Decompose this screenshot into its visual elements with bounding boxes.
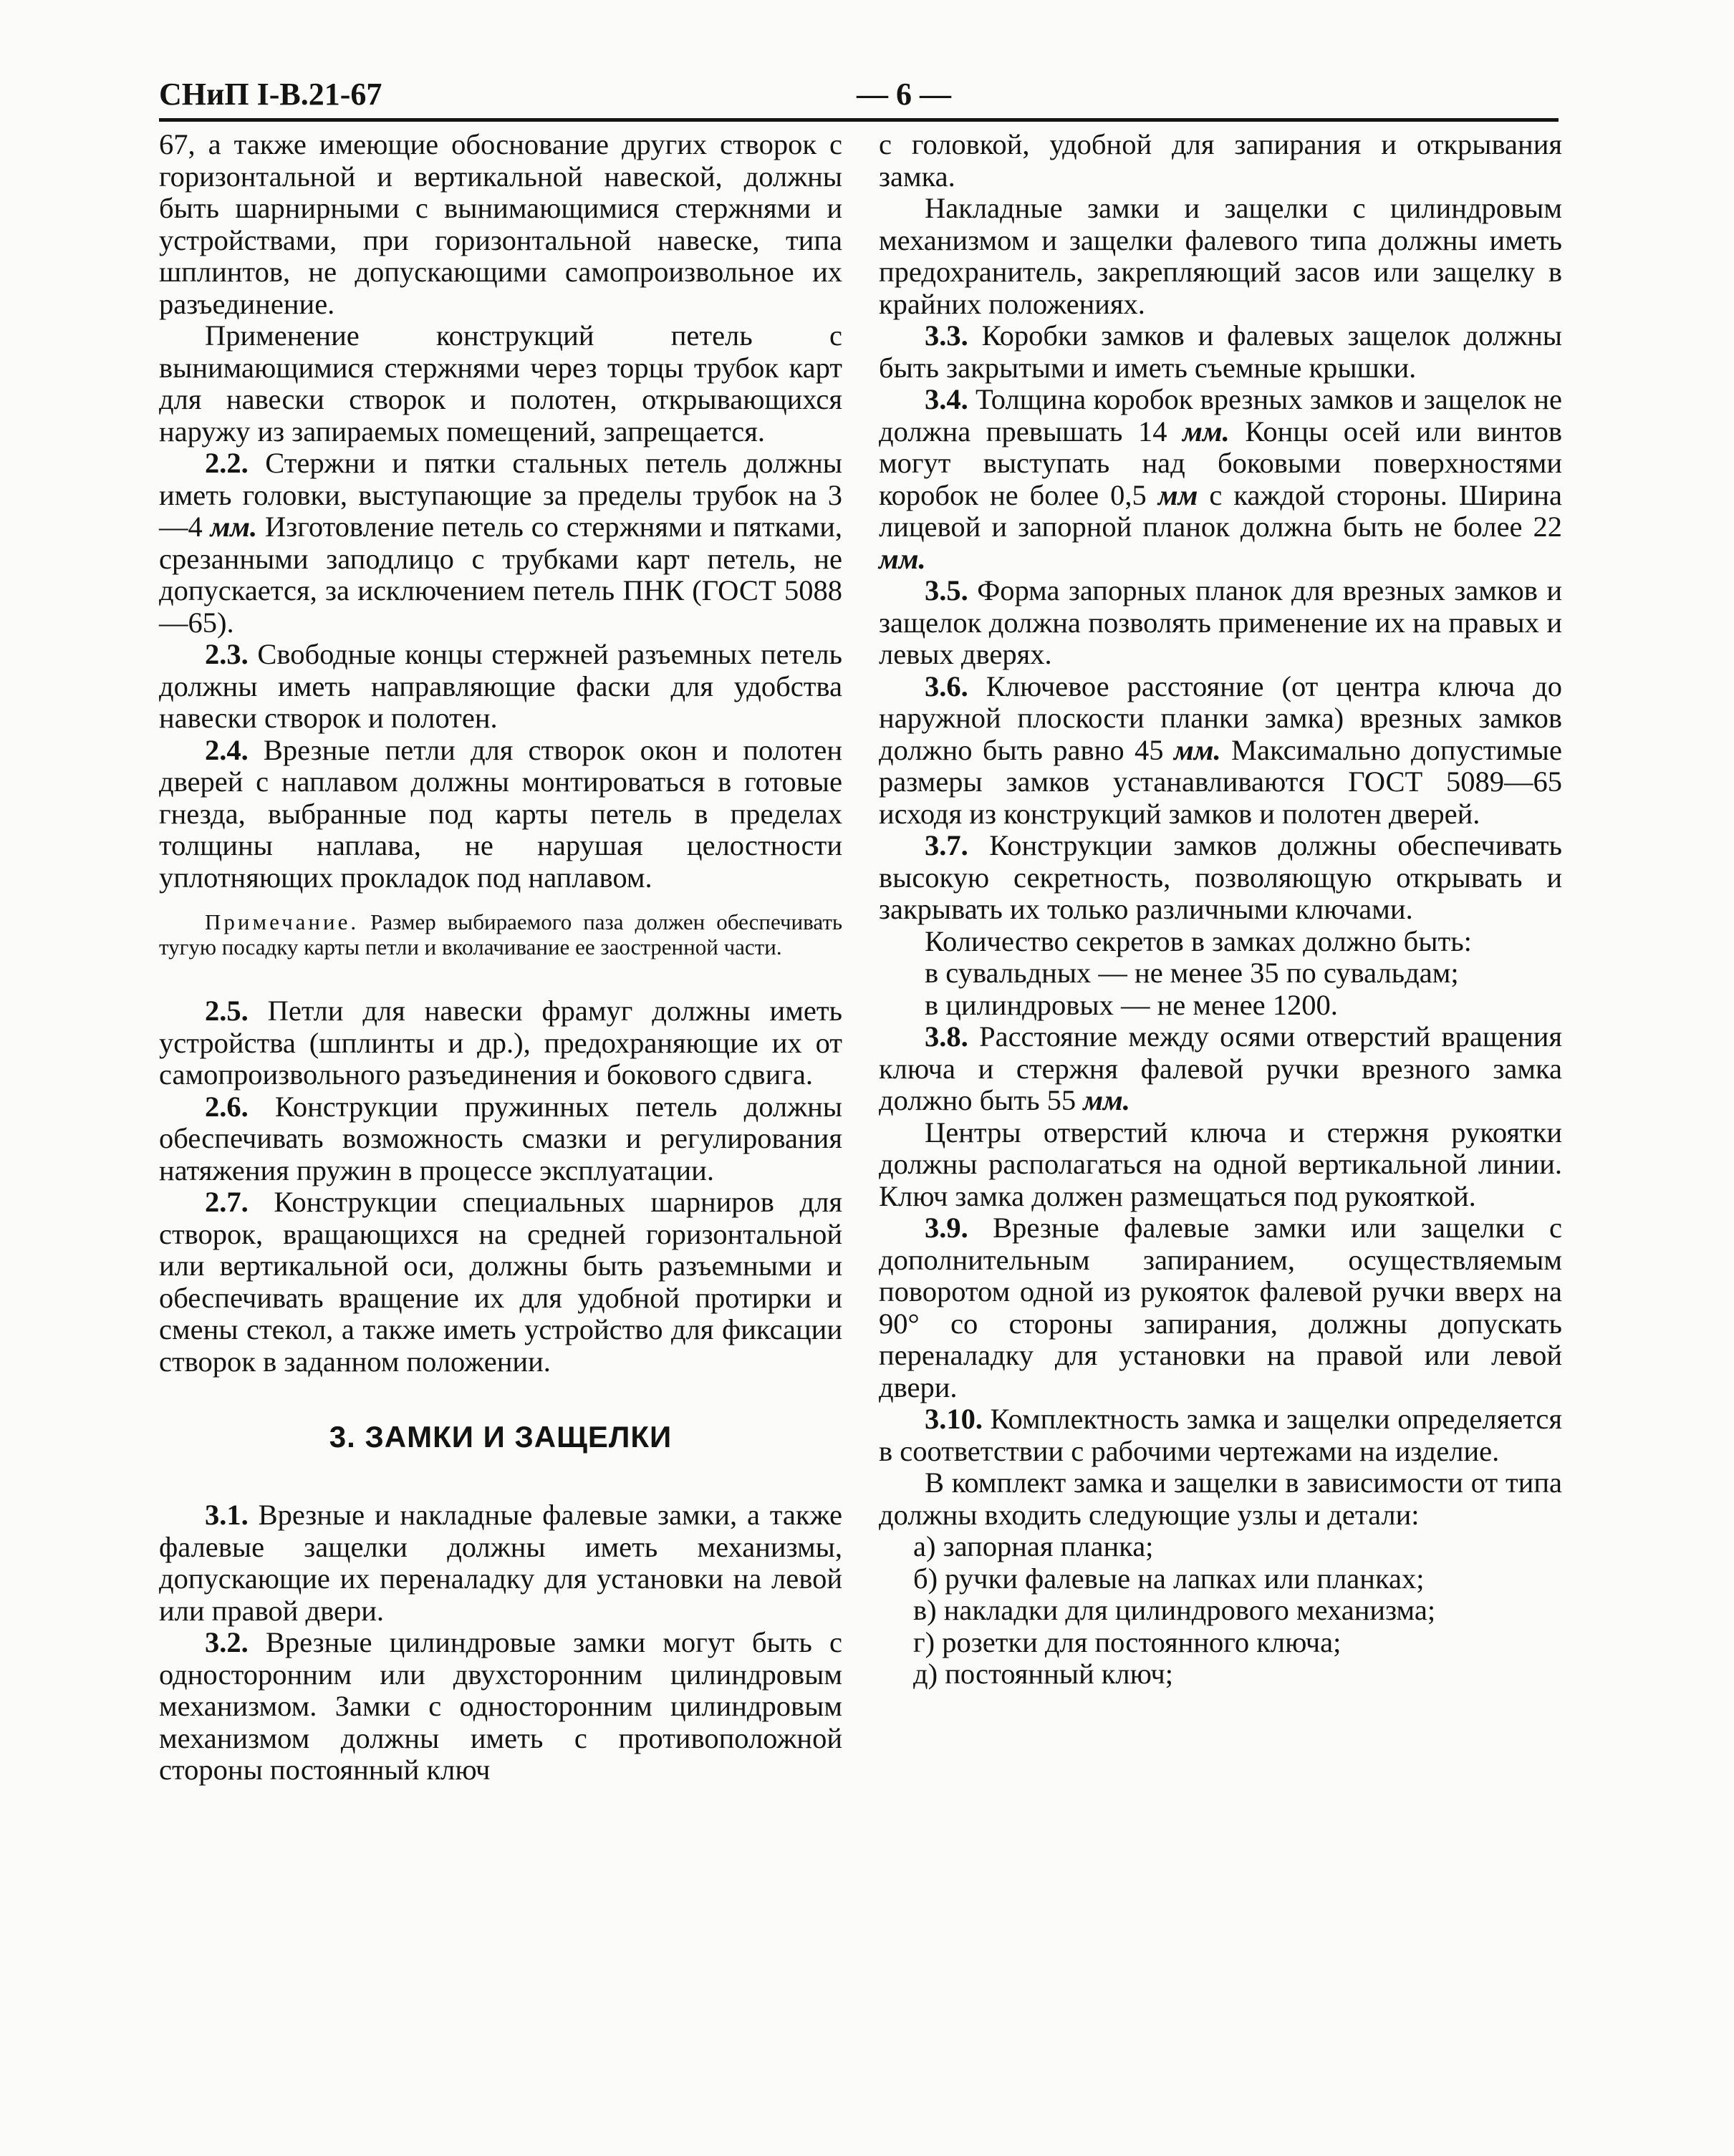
clause-number: 3.5.	[925, 574, 968, 606]
clause-text: Комплектность замка и защелки определяется в соответствии с рабочими чертежами на изделие.	[879, 1403, 1562, 1467]
clause-text: Врезные фалевые замки или защелки с дополнительным запиранием, осуществляемым поворотом одной из рукояток фалевой ручки вверх на 90° со стороны запирания, должны допускать переналадку для установки на правой или левой двери.	[879, 1212, 1562, 1403]
list-item: б) ручки фалевые на лапках или планках;	[913, 1562, 1425, 1595]
clause-2-4	[159, 735, 842, 894]
clause-text: Врезные цилиндровые замки могут быть с односторонним или двухсторонним цилиндровым механизмом. Замки с односторонним цилиндровым механизмом должны иметь с противоположной стороны постоянный ключ	[159, 1626, 842, 1786]
paragraph: в цилиндровых — не менее 1200.	[925, 988, 1338, 1021]
paragraph: в сувальдных — не менее 35 по сувальдам;	[925, 957, 1459, 989]
page-number: — 6 —	[857, 77, 951, 112]
left-column	[159, 129, 842, 1787]
clause-text: Максимально допустимые размеры замков устанавливаются ГОСТ 5089—65 исходя из конструкций замков и полотен дверей.	[879, 733, 1562, 830]
clause-number: 2.5.	[205, 995, 249, 1027]
clause-text: Коробки замков и фалевых защелок должны быть закрытыми и иметь съемные крышки.	[879, 319, 1562, 384]
unit: мм.	[879, 542, 926, 575]
clause-3-5	[879, 575, 1562, 671]
clause-number: 2.6.	[205, 1090, 249, 1123]
clause-3-3	[879, 320, 1562, 384]
clause-number: 3.7.	[925, 829, 968, 861]
header-rule	[159, 118, 1559, 122]
clause-3-1	[159, 1499, 842, 1627]
paragraph: 67, а также имеющие обоснование других створок с горизонтальной и вертикальной навеской, должны быть шарнирными с вынимающимися стержнями и устройствами, при горизонтальной навеске, типа шплинтов, не допускающими самопроизвольное их разъединение.	[159, 128, 842, 320]
list-item: а) запорная планка;	[913, 1530, 1154, 1562]
clause-text: Свободные концы стержней разъемных петель должны иметь направляющие фаски для удобства навески створок и полотен.	[159, 638, 842, 734]
clause-3-4	[879, 384, 1562, 575]
unit: мм.	[1173, 733, 1221, 766]
clause-text: Ключевое расстояние (от центра ключа до наружной плоскости планки замка) врезных замков должно быть равно 45	[879, 669, 1562, 766]
clause-text: Расстояние между осями отверстий вращения ключа и стержня фалевой ручки врезного замка должно быть 55	[879, 1020, 1562, 1116]
clause-text: Стержни и пятки стальных петель должны иметь головки, выступающие за пределы трубок на 3—4	[159, 447, 843, 543]
clause-text: Форма запорных планок для врезных замков и защелок должна позволять применение их на правых и левых дверях.	[879, 574, 1562, 670]
clause-text: Конструкции пружинных петель должны обеспечивать возможность смазки и регулирования натяжения пружин в процессе эксплуатации.	[159, 1090, 843, 1186]
clause-number: 2.3.	[205, 638, 249, 670]
clause-number: 3.1.	[205, 1499, 249, 1531]
unit: мм	[1157, 478, 1198, 511]
paragraph: Применение конструкций петель с вынимающимися стержнями через торцы трубок карт для навески створок и полотен, открывающихся наружу из запираемых помещений, запрещается.	[159, 319, 842, 448]
clause-text: Врезные петли для створок окон и полотен дверей с наплавом должны монтироваться в готовые гнезда, выбранные под карты петель в пределах толщины наплава, не нарушая целостности уплотняющих прокладок под наплавом.	[159, 733, 843, 894]
document-code: СНиП I-В.21-67	[159, 77, 382, 112]
clause-number: 3.8.	[925, 1020, 968, 1053]
paragraph: с головкой, удобной для запирания и открывания замка.	[879, 128, 1562, 193]
paragraph: Количество секретов в замках должно быть:	[925, 924, 1472, 957]
page-header	[159, 74, 1559, 119]
section-heading: 3. ЗАМКИ И ЗАЩЕЛКИ	[329, 1420, 673, 1454]
clause-3-6	[879, 671, 1562, 831]
list-item: в) накладки для цилиндрового механизма;	[913, 1594, 1436, 1626]
clause-text: Петли для навески фрамуг должны иметь устройства (шплинты и др.), предохраняющие их от самопроизвольного разъединения и бокового сдвига.	[159, 995, 842, 1091]
note-label: Примечание.	[205, 909, 360, 934]
paragraph: Накладные замки и защелки с цилиндровым механизмом и защелки фалевого типа должны иметь предохранитель, закрепляющий засов или защелку в крайних положениях.	[879, 192, 1562, 320]
clause-text: Конструкции замков должны обеспечивать высокую секретность, позволяющую открывать и закрывать их только различными ключами.	[879, 829, 1563, 925]
clause-2-6	[159, 1091, 842, 1187]
clause-3-8	[879, 1021, 1562, 1117]
paragraph: В комплект замка и защелки в зависимости от типа должны входить следующие узлы и детали:	[879, 1466, 1562, 1531]
clause-number: 3.3.	[925, 319, 968, 352]
clause-number: 3.2.	[205, 1626, 249, 1658]
note-text: Размер выбираемого паза должен обеспечивать тугую посадку карты петли и вколачивание ее заостренной части.	[159, 909, 843, 959]
right-column	[879, 129, 1562, 1691]
clause-number: 2.4.	[205, 733, 249, 766]
clause-text: Конструкции специальных шарниров для створок, вращающихся на средней горизонтальной или вертикальной оси, должны быть разъемными и обеспечивать вращение их для удобной протирки и смены стекол, а также иметь устройство для фиксации створок в заданном положении.	[159, 1186, 843, 1378]
clause-2-3	[159, 639, 842, 735]
list-item: д) постоянный ключ;	[913, 1658, 1173, 1690]
clause-text: Изготовление петель со стержнями и пятками, срезанными заподлицо с трубками карт петель, не допускается, за исключением петель ПНК (ГОСТ 5088—65).	[159, 511, 842, 639]
clause-3-9	[879, 1212, 1562, 1403]
clause-2-7	[159, 1186, 842, 1378]
clause-number: 3.6.	[925, 669, 968, 702]
clause-text: Концы осей или винтов могут выступать над боковыми поверхностями коробок не более 0,5	[879, 415, 1563, 511]
clause-2-2	[159, 448, 842, 639]
unit: мм.	[210, 511, 258, 543]
note	[159, 909, 842, 959]
clause-text: Врезные и накладные фалевые замки, а также фалевые защелки должны иметь механизмы, допускающие их переналадку для установки на левой или правой двери.	[159, 1499, 843, 1627]
clause-text: Толщина коробок врезных замков и защелок не должна превышать 14	[879, 383, 1563, 448]
clause-number: 2.7.	[205, 1186, 249, 1218]
clause-number: 3.9.	[925, 1212, 968, 1244]
clause-number: 3.4.	[925, 383, 968, 415]
parts-list	[879, 1531, 1562, 1691]
clause-text: с каждой стороны. Ширина лицевой и запорной планок должна быть не более 22	[879, 478, 1563, 543]
list-item: г) розетки для постоянного ключа;	[913, 1625, 1342, 1658]
clause-3-2	[159, 1627, 842, 1787]
clause-number: 2.2.	[205, 447, 249, 479]
clause-2-5	[159, 995, 842, 1091]
clause-3-7	[879, 830, 1562, 926]
clause-3-10	[879, 1403, 1562, 1467]
clause-number: 3.10.	[925, 1403, 983, 1435]
unit: мм.	[1183, 415, 1230, 448]
paragraph: Центры отверстий ключа и стержня рукоятки должны располагаться на одной вертикальной линии. Ключ замка должен размещаться под рукояткой.	[879, 1116, 1562, 1212]
unit: мм.	[1083, 1084, 1130, 1116]
